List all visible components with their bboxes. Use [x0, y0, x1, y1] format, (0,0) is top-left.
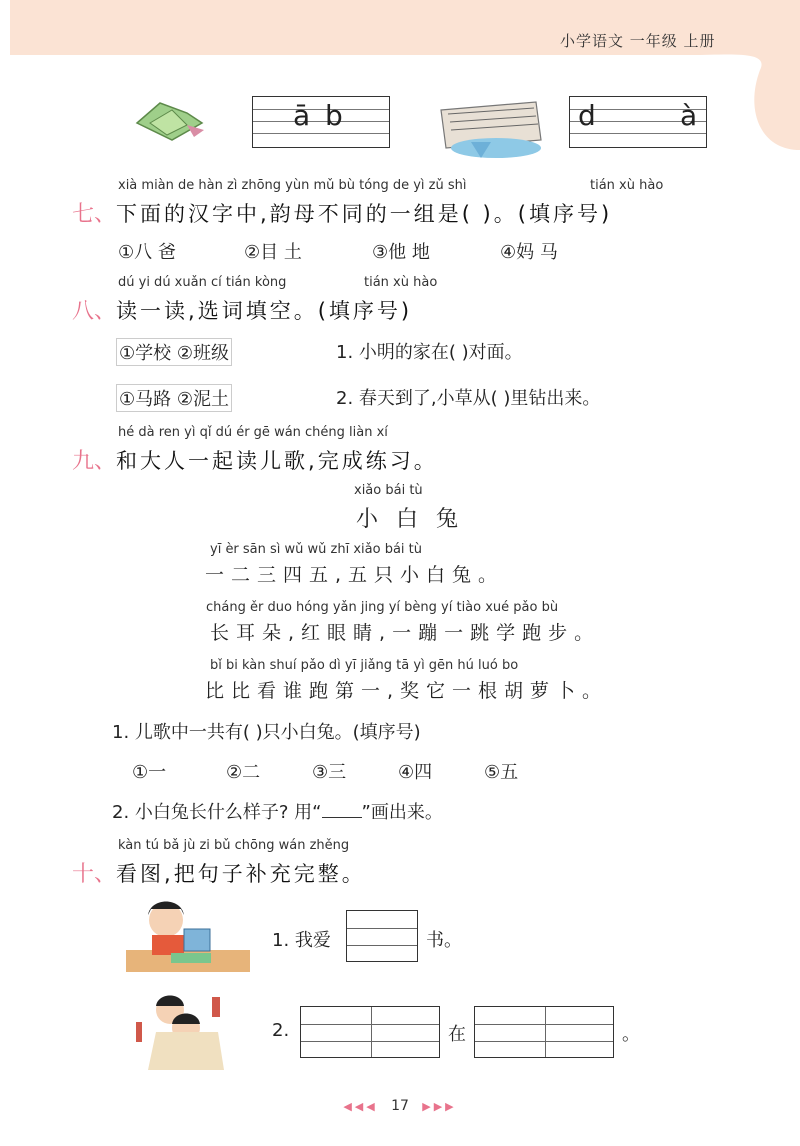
- q8-sentence-1: 1. 小明的家在( )对面。: [336, 342, 523, 363]
- q7-option: ④妈 马: [500, 242, 558, 263]
- q10-item1-lead: 1. 我爱: [272, 930, 331, 951]
- poem-line: 长耳朵,红眼睛,一蹦一跳学跑步。: [210, 622, 601, 644]
- answer-box-2[interactable]: [300, 1006, 440, 1058]
- q7-option: ②目 土: [244, 242, 302, 263]
- q8-sentence-2: 2. 春天到了,小草从( )里钻出来。: [336, 388, 601, 409]
- q10-text: 看图,把句子补充完整。: [116, 862, 366, 886]
- q9-heading: [72, 444, 438, 475]
- q9-sub1-option: ②二: [226, 762, 261, 783]
- q7-pinyin-hint: tián xù hào: [590, 178, 664, 193]
- q9-number: 九、: [72, 449, 117, 474]
- q8-heading: [72, 294, 412, 325]
- two-people-illustration: [128, 992, 238, 1072]
- q7-number: 七、: [72, 202, 117, 227]
- q10-item2-end: 。: [622, 1024, 640, 1045]
- page-number: 17: [391, 1098, 409, 1114]
- q9-text: 和大人一起读儿歌,完成练习。: [116, 449, 438, 473]
- q8-text: 读一读,选词填空。(填序号): [116, 299, 413, 323]
- q8-number: 八、: [72, 299, 117, 324]
- poem-title: 小白兔: [356, 507, 477, 532]
- header-title: 小学语文 一年级 上册: [560, 32, 716, 50]
- q9-sub2-text-end: ”画出来。: [361, 802, 443, 823]
- pinyin-letter: ā: [293, 99, 311, 132]
- q7-pinyin: xià miàn de hàn zì zhōng yùn mǔ bù tóng de yì zǔ shì: [118, 178, 467, 193]
- loom-illustration: [436, 100, 546, 160]
- q7-option: ①八 爸: [118, 242, 176, 263]
- q9-sub2: [112, 798, 443, 824]
- poem-line: 一二三四五,五只小白兔。: [205, 564, 505, 586]
- q9-sub1-option: ①一: [132, 762, 167, 783]
- q9-sub1-option: ⑤五: [484, 762, 519, 783]
- q10-item2-mid: 在: [448, 1024, 466, 1045]
- poem-line-pinyin: cháng ěr duo hóng yǎn jing yí bèng yí tiào xué pǎo bù: [206, 600, 559, 615]
- q9-pinyin: hé dà ren yì qǐ dú ér gē wán chéng liàn xí: [118, 425, 388, 440]
- q8-pinyin: dú yi dú xuǎn cí tián kòng: [118, 275, 287, 290]
- q9-sub1-option: ③三: [312, 762, 347, 783]
- vegetable-illustration: [132, 95, 212, 145]
- right-arrows-icon: ▶▶▶: [422, 1100, 457, 1113]
- q10-item2-num: 2.: [272, 1020, 290, 1041]
- q9-sub1-option: ④四: [398, 762, 433, 783]
- q7-text: 下面的汉字中,韵母不同的一组是( )。(填序号): [116, 202, 613, 226]
- poem-line-pinyin: bǐ bi kàn shuí pǎo dì yī jiǎng tā yì gēn hú luó bo: [210, 658, 519, 673]
- poem-line-pinyin: yī èr sān sì wǔ wǔ zhī xiǎo bái tù: [210, 542, 423, 557]
- pinyin-letter: à: [680, 99, 698, 132]
- q8-pinyin-hint: tián xù hào: [364, 275, 438, 290]
- pinyin-letter: d: [578, 99, 596, 132]
- q10-item1-tail: 书。: [426, 930, 462, 951]
- poem-title-pinyin: xiǎo bái tù: [354, 483, 423, 498]
- underline-mark: [322, 803, 362, 818]
- left-arrows-icon: ◀◀◀: [343, 1100, 378, 1113]
- pinyin-letter: b: [325, 99, 343, 132]
- pinyin-grid-2: [569, 96, 707, 148]
- q10-number: 十、: [72, 862, 117, 887]
- q7-option: ③他 地: [372, 242, 430, 263]
- q9-sub2-text: 2. 小白兔长什么样子? 用“: [112, 802, 322, 823]
- answer-box-1[interactable]: [346, 910, 418, 962]
- q7-heading: [72, 197, 612, 228]
- pinyin-grid-1: [252, 96, 390, 148]
- answer-box-3[interactable]: [474, 1006, 614, 1058]
- q10-pinyin: kàn tú bǎ jù zi bǔ chōng wán zhěng: [118, 838, 350, 853]
- boy-reading-illustration: [126, 895, 252, 975]
- q8-word-options-1: ①学校 ②班级: [116, 338, 232, 366]
- q8-word-options-2: ①马路 ②泥土: [116, 384, 232, 412]
- poem-line: 比比看谁跑第一,奖它一根胡萝卜。: [205, 680, 609, 702]
- q10-heading: [72, 857, 366, 888]
- page-footer: [0, 1098, 800, 1114]
- q9-sub1: 1. 儿歌中一共有( )只小白兔。(填序号): [112, 722, 421, 743]
